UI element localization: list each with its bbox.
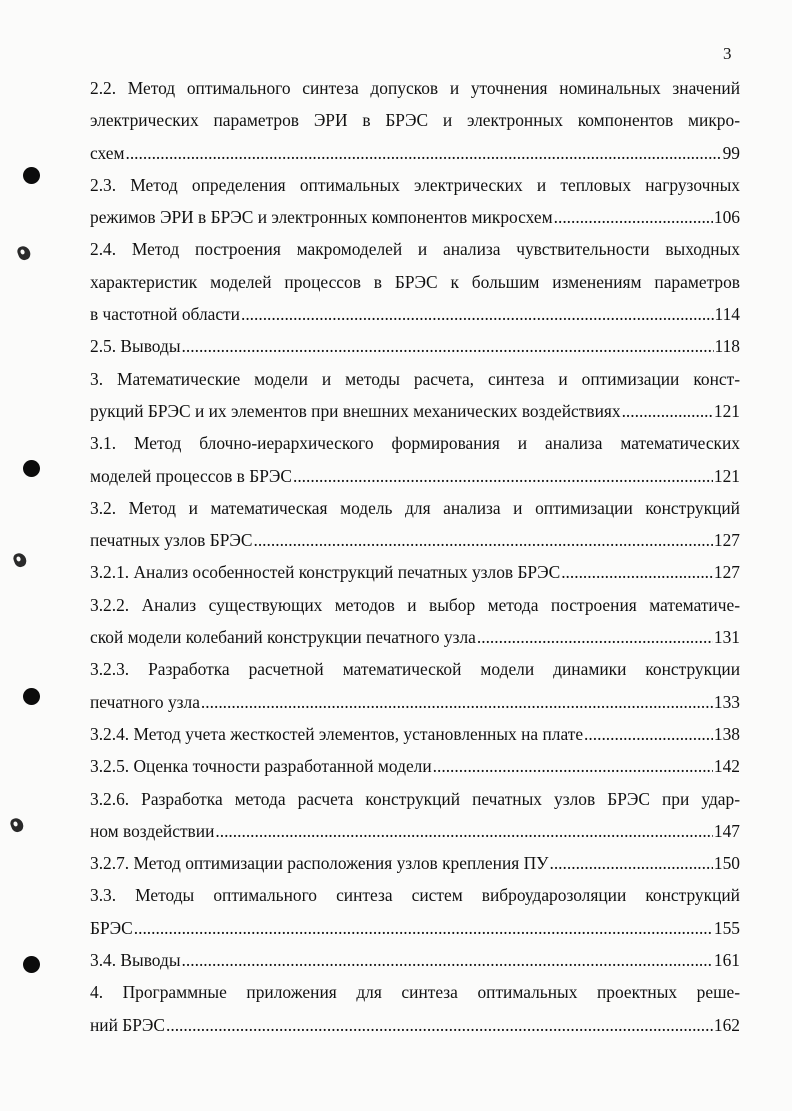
toc-entry-last-line <box>90 750 740 782</box>
toc-entry-text: ном воздействии <box>90 820 215 841</box>
toc-entry-line: 2.3. Метод определения оптимальных электрических и тепловых нагрузочных <box>90 174 740 195</box>
dot-leader <box>293 460 713 492</box>
toc-page-number: 99 <box>722 142 740 163</box>
toc-entry-last-line <box>90 686 740 718</box>
toc-entry-text: 3.2.4. Метод учета жесткостей элементов, установленных на плате <box>90 723 584 744</box>
punch-hole <box>23 956 40 973</box>
toc-entry-last-line <box>90 395 740 427</box>
toc-page-number: 142 <box>713 756 740 777</box>
toc-entry-text: 3.4. Выводы <box>90 950 181 971</box>
dot-leader <box>549 847 712 879</box>
punch-hole <box>23 460 40 477</box>
toc-entry-text: режимов ЭРИ в БРЭС и электронных компонентов микросхем <box>90 207 553 228</box>
toc-entry-text: в частотной области <box>90 304 240 325</box>
toc-entry <box>90 750 740 782</box>
toc-entry-text: 2.5. Выводы <box>90 336 181 357</box>
toc-entry <box>90 718 740 750</box>
toc-page-number: 133 <box>713 691 740 712</box>
toc-entry-line: 2.4. Метод построения макромоделей и анализа чувствительности выходных <box>90 239 740 260</box>
toc-entry-text: 3.2.5. Оценка точности разработанной модели <box>90 756 432 777</box>
toc-entry-last-line <box>90 718 740 750</box>
toc-entry-last-line <box>90 847 740 879</box>
toc-entry-text: моделей процессов в БРЭС <box>90 465 292 486</box>
toc-entry-line: 2.2. Метод оптимального синтеза допусков и уточнения номинальных значений <box>90 78 740 98</box>
toc-entry-text: ний БРЭС <box>90 1014 166 1035</box>
toc-page-number: 162 <box>713 1014 740 1035</box>
toc-entry <box>90 492 740 557</box>
toc-entry-text: схем <box>90 142 125 163</box>
toc-entry-text: ской модели колебаний конструкции печатного узла <box>90 627 476 648</box>
dot-leader <box>182 944 713 976</box>
toc-page-number: 147 <box>713 820 740 841</box>
toc-page-number: 114 <box>714 304 740 325</box>
table-of-contents <box>90 72 740 1041</box>
dot-leader <box>253 524 712 556</box>
toc-entry-text: БРЭС <box>90 917 133 938</box>
dot-leader <box>134 912 713 944</box>
toc-entry <box>90 783 740 848</box>
toc-entry <box>90 879 740 944</box>
dot-leader <box>622 395 713 427</box>
toc-page-number: 161 <box>713 950 740 971</box>
dot-leader <box>241 298 714 330</box>
toc-entry-last-line <box>90 944 740 976</box>
punch-hole <box>23 167 40 184</box>
toc-page-number: 106 <box>713 207 740 228</box>
toc-entry-text: 3.2.1. Анализ особенностей конструкций печатных узлов БРЭС <box>90 562 561 583</box>
dot-leader <box>182 330 714 362</box>
toc-entry-line: электрических параметров ЭРИ в БРЭС и электронных компонентов микро- <box>90 110 740 131</box>
toc-entry-last-line <box>90 815 740 847</box>
dot-leader <box>561 556 713 588</box>
toc-entry-text: рукций БРЭС и их элементов при внешних механических воздействиях <box>90 400 621 421</box>
toc-entry <box>90 589 740 654</box>
toc-entry <box>90 976 740 1041</box>
toc-entry <box>90 169 740 234</box>
toc-entry-last-line <box>90 1009 740 1041</box>
toc-page-number: 155 <box>713 917 740 938</box>
toc-entry-line: 3.3. Методы оптимального синтеза систем виброударозоляции конструкций <box>90 885 740 906</box>
toc-page-number: 121 <box>713 465 740 486</box>
toc-entry-line: 3. Математические модели и методы расчета, синтеза и оптимизации конст- <box>90 368 740 389</box>
toc-entry-last-line <box>90 137 740 169</box>
toc-entry-line: 4. Программные приложения для синтеза оптимальных проектных реше- <box>90 982 740 1003</box>
scan-speck <box>9 816 25 833</box>
toc-page-number: 138 <box>713 723 740 744</box>
toc-entry <box>90 653 740 718</box>
punch-hole <box>23 688 40 705</box>
toc-entry-last-line <box>90 621 740 653</box>
dot-leader <box>125 137 721 169</box>
toc-entry-text: печатных узлов БРЭС <box>90 530 253 551</box>
toc-entry-line: характеристик моделей процессов в БРЭС к большим изменениям параметров <box>90 271 740 292</box>
toc-entry-text: печатного узла <box>90 691 200 712</box>
toc-entry <box>90 330 740 362</box>
toc-entry-last-line <box>90 912 740 944</box>
toc-entry-last-line <box>90 556 740 588</box>
toc-entry <box>90 427 740 492</box>
toc-entry <box>90 363 740 428</box>
toc-entry-line: 3.2.3. Разработка расчетной математической модели динамики конструкции <box>90 659 740 680</box>
toc-page-number: 131 <box>713 627 740 648</box>
toc-page-number: 150 <box>713 853 740 874</box>
dot-leader <box>584 718 713 750</box>
scan-speck <box>16 244 32 261</box>
toc-entry-line: 3.2. Метод и математическая модель для анализа и оптимизации конструкций <box>90 497 740 518</box>
dot-leader <box>554 201 713 233</box>
toc-entry <box>90 72 740 169</box>
toc-entry-line: 3.2.6. Разработка метода расчета конструкций печатных узлов БРЭС при удар- <box>90 788 740 809</box>
toc-entry <box>90 944 740 976</box>
dot-leader <box>166 1009 713 1041</box>
toc-page-number: 127 <box>713 530 740 551</box>
dot-leader <box>215 815 713 847</box>
dot-leader <box>477 621 713 653</box>
toc-entry-last-line <box>90 298 740 330</box>
toc-page-number: 127 <box>713 562 740 583</box>
toc-entry-last-line <box>90 524 740 556</box>
toc-entry-line: 3.2.2. Анализ существующих методов и выбор метода построения математиче- <box>90 594 740 615</box>
dot-leader <box>433 750 713 782</box>
toc-page-number: 121 <box>713 400 740 421</box>
toc-entry-line: 3.1. Метод блочно-иерархического формирования и анализа математических <box>90 433 740 454</box>
toc-entry-last-line <box>90 330 740 362</box>
toc-entry <box>90 556 740 588</box>
toc-entry-last-line <box>90 201 740 233</box>
dot-leader <box>201 686 713 718</box>
scan-speck <box>12 551 28 568</box>
toc-page-number: 118 <box>714 336 740 357</box>
toc-entry <box>90 233 740 330</box>
toc-entry-last-line <box>90 460 740 492</box>
page-number: 3 <box>723 44 732 63</box>
toc-entry-text: 3.2.7. Метод оптимизации расположения узлов крепления ПУ <box>90 853 549 874</box>
toc-entry <box>90 847 740 879</box>
